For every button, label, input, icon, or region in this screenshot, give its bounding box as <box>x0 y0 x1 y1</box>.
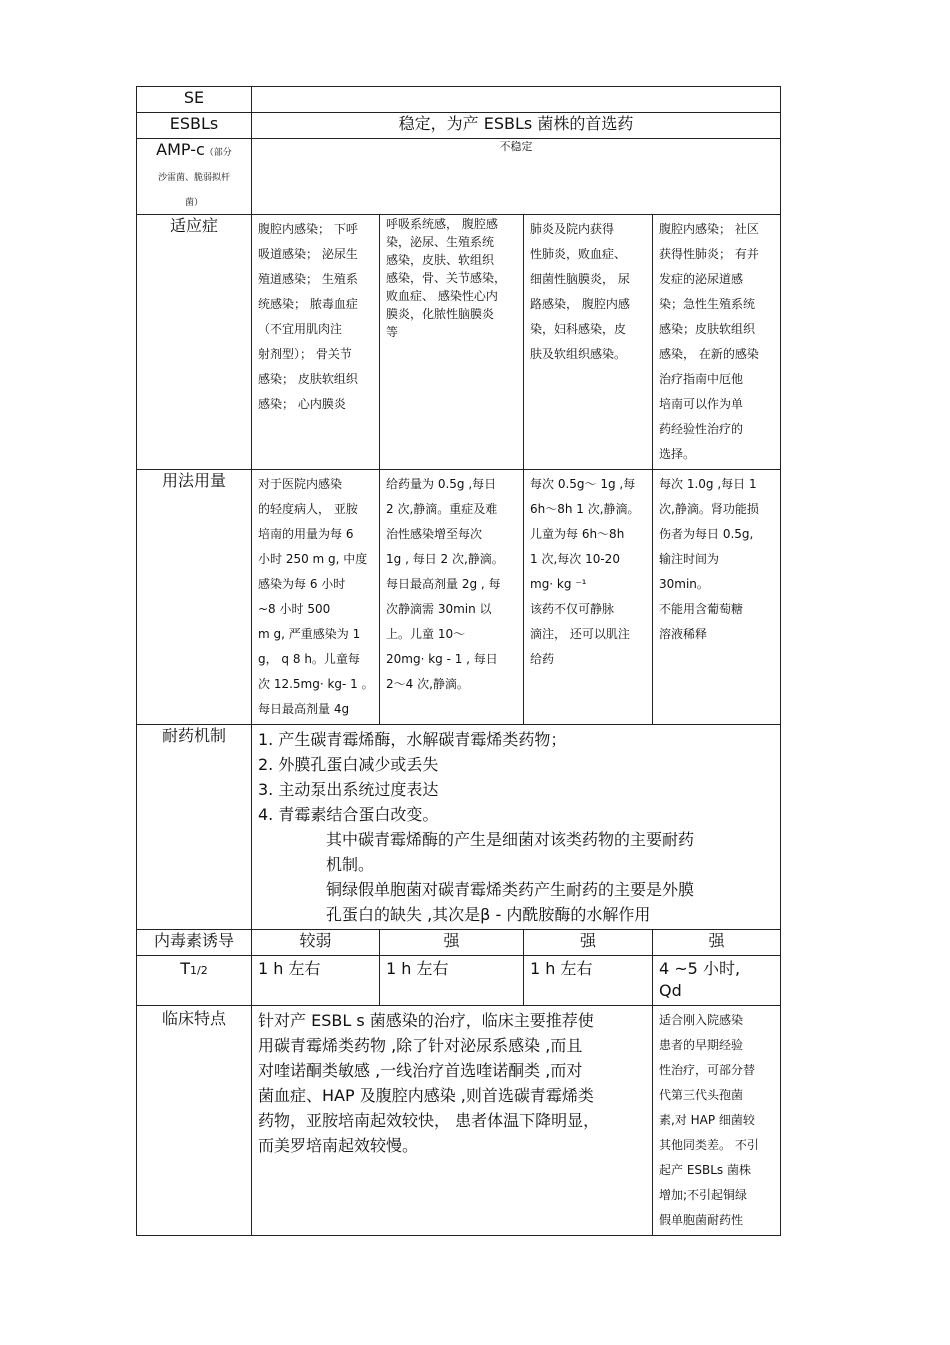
dosage-col-1-line: g， q 8 h。儿童每 <box>258 652 360 666</box>
indications-col-2-line: 呼吸系统感， 腹腔感 <box>386 217 498 231</box>
dosage-col-3-line: 该药不仅可静脉 <box>530 602 615 616</box>
clinical-side-line: 其他同类差。 不引 <box>659 1138 759 1152</box>
dosage-col-3-line: 滴注， 还可以肌注 <box>530 627 630 641</box>
dosage-col-2-line: 治性感染增至每次 <box>386 527 483 541</box>
indications-col-1-line: 感染； 心内膜炎 <box>258 397 346 411</box>
dosage-col-3 <box>524 470 653 725</box>
dosage-col-3-line: mg· kg ⁻¹ <box>530 577 587 591</box>
clinical-main-line: 而美罗培南起效较慢。 <box>258 1136 419 1155</box>
dosage-col-1-line: 每日最高剂量 4g <box>258 702 350 716</box>
clinical-main-line: 药物，亚胺培南起效较快， 患者体温下降明显， <box>258 1111 600 1130</box>
indications-col-2-line: 等 <box>386 325 399 339</box>
dosage-col-4 <box>653 470 781 725</box>
indications-col-4-line: 发症的泌尿道感 <box>659 272 744 286</box>
endotoxin-col-3: 强 <box>524 930 653 956</box>
dosage-col-1-line: 次 12.5mg· kg- 1 。 <box>258 677 374 691</box>
ampc-note-2: 沙雷菌、脆弱拟杆 <box>157 173 230 183</box>
dosage-col-1-line: 小时 250 m g, 中度 <box>258 552 368 566</box>
clinical-side-line: 假单胞菌耐药性 <box>659 1213 744 1227</box>
dosage-col-3-line: 给药 <box>530 652 555 666</box>
indications-col-3 <box>524 215 653 470</box>
dosage-col-2-line: 1g , 每日 2 次,静滴。 <box>386 552 504 566</box>
clinical-side-line: 适合刚入院感染 <box>659 1013 744 1027</box>
label-se: SE <box>137 87 252 113</box>
value-esbls: 稳定，为产 ESBLs 菌株的首选药 <box>252 113 781 139</box>
row-se <box>137 87 781 113</box>
halflife-sub: 1/2 <box>190 964 208 977</box>
row-ampc <box>137 139 781 215</box>
row-esbls <box>137 113 781 139</box>
row-dosage <box>137 470 781 725</box>
dosage-col-1-line: ~8 小时 500 <box>258 602 331 616</box>
halflife-col-2: 1 h 左右 <box>380 956 524 1006</box>
indications-col-1-line: 统感染； 脓毒血症 <box>258 297 358 311</box>
mechanism-content <box>252 725 781 930</box>
indications-col-2-line: 膜炎，化脓性脑膜炎 <box>386 307 495 321</box>
clinical-side-line: 素,对 HAP 细菌较 <box>659 1113 755 1127</box>
dosage-col-2-line: 2 次,静滴。重症及难 <box>386 502 498 516</box>
halflife-col-4-line1: 4 ~5 小时, <box>659 959 741 978</box>
dosage-col-4-line: 伤者为每日 0.5g, <box>659 527 754 541</box>
indications-col-1-line: 感染； 皮肤软组织 <box>258 372 358 386</box>
row-clinical <box>137 1006 781 1236</box>
dosage-col-2-line: 上。儿童 10～ <box>386 627 466 641</box>
indications-col-2-line: 感染，骨、关节感染， <box>386 271 507 285</box>
clinical-main-line: 菌血症、HAP 及腹腔内感染 ,则首选碳青霉烯类 <box>258 1086 594 1105</box>
clinical-main-line: 用碳青霉烯类药物 ,除了针对泌尿系感染 ,而且 <box>258 1036 583 1055</box>
dosage-col-2-line: 给药量为 0.5g ,每日 <box>386 477 497 491</box>
endotoxin-col-2: 强 <box>380 930 524 956</box>
dosage-col-2-line: 次静滴需 30min 以 <box>386 602 492 616</box>
label-ampc <box>137 139 252 215</box>
mechanism-note-2b: 孔蛋白的缺失 ,其次是β - 内酰胺酶的水解作用 <box>326 905 651 924</box>
clinical-side <box>653 1006 781 1236</box>
ampc-name: AMP-c <box>156 140 205 159</box>
clinical-side-line: 增加;不引起铜绿 <box>659 1188 748 1202</box>
clinical-side-line: 性治疗，可部分替 <box>659 1063 756 1077</box>
dosage-col-4-line: 30min。 <box>659 577 709 591</box>
halflife-col-1: 1 h 左右 <box>252 956 380 1006</box>
dosage-col-4-line: 每次 1.0g ,每日 1 <box>659 477 757 491</box>
indications-col-4-line: 药经验性治疗的 <box>659 422 744 436</box>
value-ampc: 不稳定 <box>252 139 781 215</box>
clinical-main-line: 对喹诺酮类敏感 ,一线治疗首选喹诺酮类 ,而对 <box>258 1061 583 1080</box>
indications-col-3-line: 细菌性脑膜炎， 尿 <box>530 272 630 286</box>
dosage-col-2 <box>380 470 524 725</box>
row-halflife <box>137 956 781 1006</box>
indications-col-3-line: 染，妇科感染，皮 <box>530 322 627 336</box>
dosage-col-1-line: 对于医院内感染 <box>258 477 343 491</box>
dosage-col-4-line: 输注时间为 <box>659 552 720 566</box>
dosage-col-4-line: 不能用含葡萄糖 <box>659 602 744 616</box>
clinical-main-line: 针对产 ESBL s 菌感染的治疗，临床主要推荐使 <box>258 1011 594 1030</box>
indications-col-4-line: 感染， 在新的感染 <box>659 347 759 361</box>
dosage-col-3-line: 6h～8h 1 次,静滴。 <box>530 502 640 516</box>
row-indications <box>137 215 781 470</box>
indications-col-2 <box>380 215 524 470</box>
dosage-col-4-line: 次,静滴。肾功能损 <box>659 502 759 516</box>
dosage-col-1-line: 的轻度病人， 亚胺 <box>258 502 358 516</box>
label-indications: 适应症 <box>137 215 252 470</box>
indications-col-2-line: 染，泌尿、生殖系统 <box>386 235 495 249</box>
clinical-side-line: 代第三代头孢菌 <box>659 1088 744 1102</box>
dosage-col-1-line: m g, 严重感染为 1 <box>258 627 361 641</box>
indications-col-1-line: 腹腔内感染； 下呼 <box>258 222 358 236</box>
halflife-col-4 <box>653 956 781 1006</box>
indications-col-4-line: 选择。 <box>659 447 696 461</box>
label-clinical: 临床特点 <box>137 1006 252 1236</box>
dosage-col-4-line: 溶液稀释 <box>659 627 708 641</box>
indications-col-1 <box>252 215 380 470</box>
clinical-side-line: 起产 ESBLs 菌株 <box>659 1163 751 1177</box>
dosage-col-2-line: 20mg· kg - 1 , 每日 <box>386 652 498 666</box>
indications-col-3-line: 路感染， 腹腔内感 <box>530 297 630 311</box>
dosage-col-2-line: 每日最高剂量 2g , 每 <box>386 577 501 591</box>
drug-comparison-table <box>136 86 781 1236</box>
dosage-col-3-line: 儿童为每 6h～8h <box>530 527 625 541</box>
indications-col-3-line: 肤及软组织感染。 <box>530 347 627 361</box>
indications-col-1-line: 殖道感染； 生殖系 <box>258 272 358 286</box>
indications-col-2-line: 败血症、 感染性心内 <box>386 289 498 303</box>
indications-col-4-line: 获得性肺炎； 有并 <box>659 247 759 261</box>
dosage-col-1 <box>252 470 380 725</box>
indications-col-4 <box>653 215 781 470</box>
clinical-main <box>252 1006 653 1236</box>
mechanism-note-1a: 其中碳青霉烯酶的产生是细菌对该类药物的主要耐药 <box>326 830 695 849</box>
indications-col-4-line: 腹腔内感染； 社区 <box>659 222 759 236</box>
halflife-col-4-line2: Qd <box>659 981 682 1000</box>
dosage-col-3-line: 每次 0.5g～ 1g ,每 <box>530 477 636 491</box>
indications-col-4-line: 感染；皮肤软组织 <box>659 322 756 336</box>
row-endotoxin <box>137 930 781 956</box>
mechanism-note-2a: 铜绿假单胞菌对碳青霉烯类药产生耐药的主要是外膜 <box>326 880 695 899</box>
halflife-t: T <box>180 959 191 978</box>
label-esbls: ESBLs <box>137 113 252 139</box>
mechanism-item-1: 1. 产生碳青霉烯酶，水解碳青霉烯类药物； <box>258 730 567 749</box>
clinical-side-line: 患者的早期经验 <box>659 1038 744 1052</box>
label-mechanism: 耐药机制 <box>137 725 252 930</box>
indications-col-2-line: 感染，皮肤、软组织 <box>386 253 495 267</box>
indications-col-3-line: 肺炎及院内获得 <box>530 222 615 236</box>
mechanism-item-2: 2. 外膜孔蛋白减少或丢失 <box>258 755 439 774</box>
label-endotoxin: 内毒素诱导 <box>137 930 252 956</box>
label-dosage: 用法用量 <box>137 470 252 725</box>
dosage-col-1-line: 感染为每 6 小时 <box>258 577 346 591</box>
ampc-note-1: （部分 <box>204 148 232 158</box>
ampc-note-3: 菌） <box>184 198 203 208</box>
indications-col-4-line: 染；急性生殖系统 <box>659 297 756 311</box>
value-se <box>252 87 781 113</box>
endotoxin-col-4: 强 <box>653 930 781 956</box>
mechanism-note-1b: 机制。 <box>326 855 375 874</box>
endotoxin-col-1: 较弱 <box>252 930 380 956</box>
indications-col-3-line: 性肺炎，败血症、 <box>530 247 627 261</box>
dosage-col-2-line: 2～4 次,静滴。 <box>386 677 469 691</box>
indications-col-1-line: 吸道感染； 泌尿生 <box>258 247 358 261</box>
dosage-col-1-line: 培南的用量为每 6 <box>258 527 354 541</box>
label-halflife <box>137 956 252 1006</box>
indications-col-4-line: 培南可以作为单 <box>659 397 744 411</box>
mechanism-item-3: 3. 主动泵出系统过度表达 <box>258 780 439 799</box>
dosage-col-3-line: 1 次,每次 10-20 <box>530 552 620 566</box>
indications-col-4-line: 治疗指南中厄他 <box>659 372 744 386</box>
row-mechanism <box>137 725 781 930</box>
halflife-col-3: 1 h 左右 <box>524 956 653 1006</box>
indications-col-1-line: 射剂型）； 骨关节 <box>258 347 352 361</box>
indications-col-1-line: （不宜用肌肉注 <box>258 322 343 336</box>
mechanism-item-4: 4. 青霉素结合蛋白改变。 <box>258 805 439 824</box>
